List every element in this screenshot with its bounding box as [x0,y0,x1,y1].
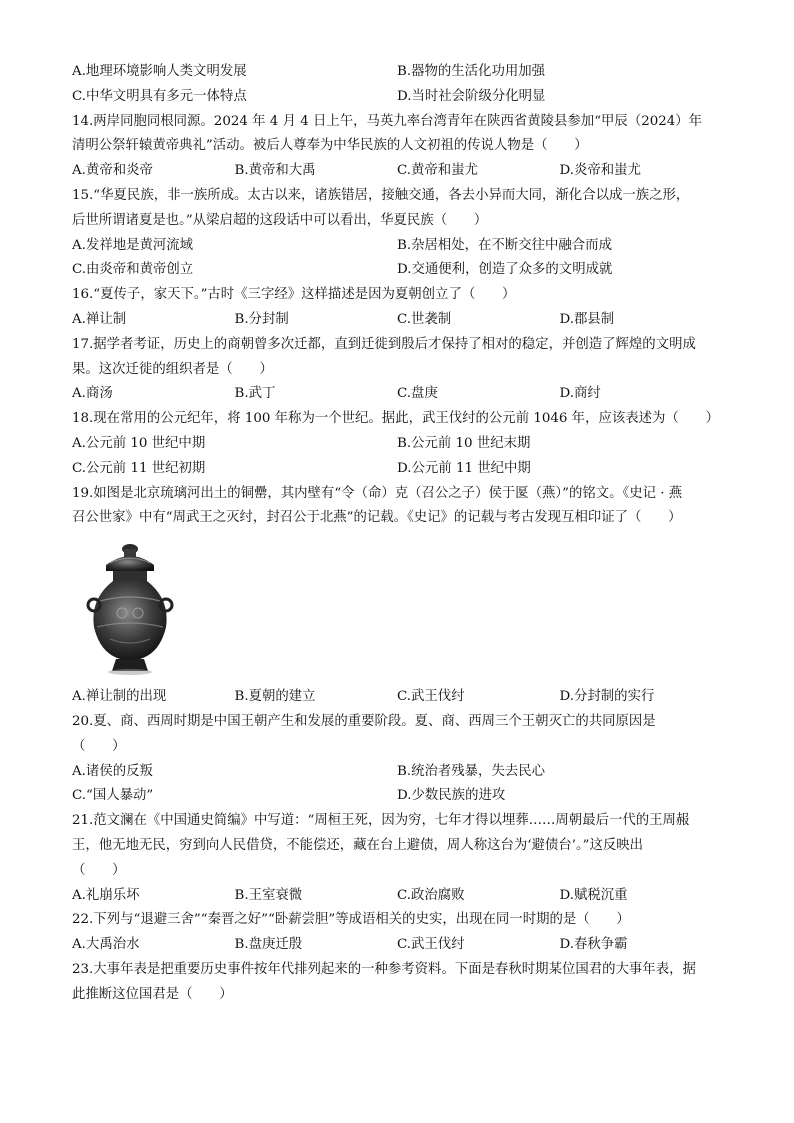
q19-stem-line-1: 19.如图是北京琉璃河出土的铜罍，其内壁有“令（命）克（召公之子）侯于匽（燕）”的铭文。《史记 · 燕 [72,485,683,501]
q17-options [72,382,722,407]
q22-options [72,933,722,958]
q13-option-d[interactable]: D.当时社会阶级分化明显 [397,88,546,104]
q16-option-c[interactable]: C.世袭制 [397,311,452,327]
q23-stem-line-1: 23.大事年表是把重要历史事件按年代排列起来的一种参考资料。下面是春秋时期某位国君的大事年表，据 [72,961,696,977]
q15-options-row-1 [72,234,722,259]
q17-stem-line-1: 17.据学者考证，历史上的商朝曾多次迁都，直到迁徙到殷后才保持了相对的稳定，并创造了辉煌的文明成 [72,336,696,352]
q14-option-a[interactable]: A.黄帝和炎帝 [72,163,153,179]
q21-stem-line-2: 王，他无地无民，穷到向人民借贷，不能偿还，藏在台上避债，周人称这台为‘避债台’。”这反映出 [72,837,644,853]
q20-options-row-2 [72,784,722,809]
q14-option-b[interactable]: B.黄帝和大禹 [234,163,316,179]
q13-option-a[interactable]: A.地理环境影响人类文明发展 [72,64,247,79]
q19-option-c[interactable]: C.武王伐纣 [397,689,465,705]
q19-option-a[interactable]: A.禅让制的出现 [72,689,167,705]
exam-page [72,60,722,1008]
q18-stem-line-1: 18.现在常用的公元纪年，将 100 年称为一个世纪。据此，武王伐纣的公元前 1046 年，应该表述为（ ） [72,411,719,427]
q16-options [72,308,722,333]
q22-option-d[interactable]: D.春秋争霸 [559,937,628,953]
q13-option-b[interactable]: B.器物的生活化功用加强 [397,64,546,79]
q15-option-a[interactable]: A.发祥地是黄河流域 [72,237,194,253]
q19-stem-line-2: 召公世家》中有“周武王之灭纣，封召公于北燕”的记载。《史记》的记载与考古发现互相印证了（ ） [72,510,682,526]
q19-option-b[interactable]: B.夏朝的建立 [234,689,316,705]
q14-options [72,159,722,184]
q22-option-a[interactable]: A.大禹治水 [72,937,140,953]
q19-option-d[interactable]: D.分封制的实行 [559,689,655,705]
q17-stem-line-2: 果。这次迁徙的组织者是（ ） [72,361,273,377]
q14-stem-line-1: 14.两岸同胞同根同源。2024 年 4 月 4 日上午，马英九率台湾青年在陕西省黄陵县参加“甲辰（2024）年 [72,113,703,129]
q21-option-b[interactable]: B.王室衰微 [234,887,303,903]
q21-options [72,884,722,909]
q17-option-a[interactable]: A.商汤 [72,386,113,402]
q21-option-c[interactable]: C.政治腐败 [397,887,465,903]
q13-option-c[interactable]: C.中华文明具有多元一体特点 [72,88,247,104]
q15-option-d[interactable]: D.交通便利，创造了众多的文明成就 [397,262,613,278]
q14-stem-line-2: 清明公祭轩辕黄帝典礼”活动。被后人尊奉为中华民族的人文初祖的传说人物是（ ） [72,138,588,154]
q14-option-d[interactable]: D.炎帝和蚩尤 [559,163,641,179]
q15-option-b[interactable]: B.杂居相处，在不断交往中融合而成 [397,237,612,253]
q23-stem-line-2: 此推断这位国君是（ ） [72,986,233,1002]
q15-options-row-2 [72,258,722,283]
q20-stem-line-1: 20.夏、商、西周时期是中国王朝产生和发展的重要阶段。夏、商、西周三个王朝灭亡的共同原因是 [72,713,656,729]
bronze-lei-figure [72,539,722,681]
q21-stem-line-3: （ ） [72,862,126,878]
q21-stem-line-1: 21.范文澜在《中国通史简编》中写道：“周桓王死，因为穷，七年才得以埋葬……周朝最后一代的王周赧 [72,813,690,829]
q18-option-d[interactable]: D.公元前 11 世纪中期 [397,460,531,476]
q21-option-d[interactable]: D.赋税沉重 [559,887,628,903]
q18-option-b[interactable]: B.公元前 10 世纪末期 [397,435,531,451]
q20-option-d[interactable]: D.少数民族的进攻 [397,788,506,804]
q17-option-b[interactable]: B.武丁 [234,386,276,402]
q13-options-row-1 [72,60,722,85]
q22-option-b[interactable]: B.盘庚迁殷 [234,937,303,953]
q17-option-d[interactable]: D.商纣 [559,386,601,402]
q20-stem-line-2: （ ） [72,738,126,754]
q20-option-a[interactable]: A.诸侯的反叛 [72,763,153,779]
q18-option-c[interactable]: C.公元前 11 世纪初期 [72,460,206,476]
q13-options-row-2 [72,85,722,110]
q21-option-a[interactable]: A.礼崩乐坏 [72,887,140,903]
q15-stem-line-2: 后世所谓诸夏是也。”从梁启超的这段话中可以看出，华夏民族（ ） [72,212,488,228]
q20-option-c[interactable]: C.“国人暴动” [72,788,154,804]
q15-option-c[interactable]: C.由炎帝和黄帝创立 [72,262,194,278]
q16-option-d[interactable]: D.郡县制 [559,311,615,327]
q18-option-a[interactable]: A.公元前 10 世纪中期 [72,435,206,451]
q18-options-row-2 [72,457,722,482]
q16-option-b[interactable]: B.分封制 [234,311,289,327]
q16-stem-line-1: 16.“夏传子，家天下。”古时《三字经》这样描述是因为夏朝创立了（ ） [72,287,516,303]
q15-stem-line-1: 15.“华夏民族，非一族所成。太古以来，诸族错居，接触交通，各去小异而大同，渐化合以成一族之形， [72,187,690,203]
q20-options-row-1 [72,760,722,785]
q14-option-c[interactable]: C.黄帝和蚩尤 [397,163,478,179]
q18-options-row-1 [72,432,722,457]
q17-option-c[interactable]: C.盘庚 [397,386,438,402]
q16-option-a[interactable]: A.禅让制 [72,311,127,327]
bronze-vessel-image [80,539,180,679]
q22-option-c[interactable]: C.武王伐纣 [397,937,465,953]
q20-option-b[interactable]: B.统治者残暴，失去民心 [397,763,546,779]
q22-stem-line-1: 22.下列与“退避三舍”“秦晋之好”“卧薪尝胆”等成语相关的史实，出现在同一时期的是（ ） [72,912,630,928]
q19-options [72,685,722,710]
